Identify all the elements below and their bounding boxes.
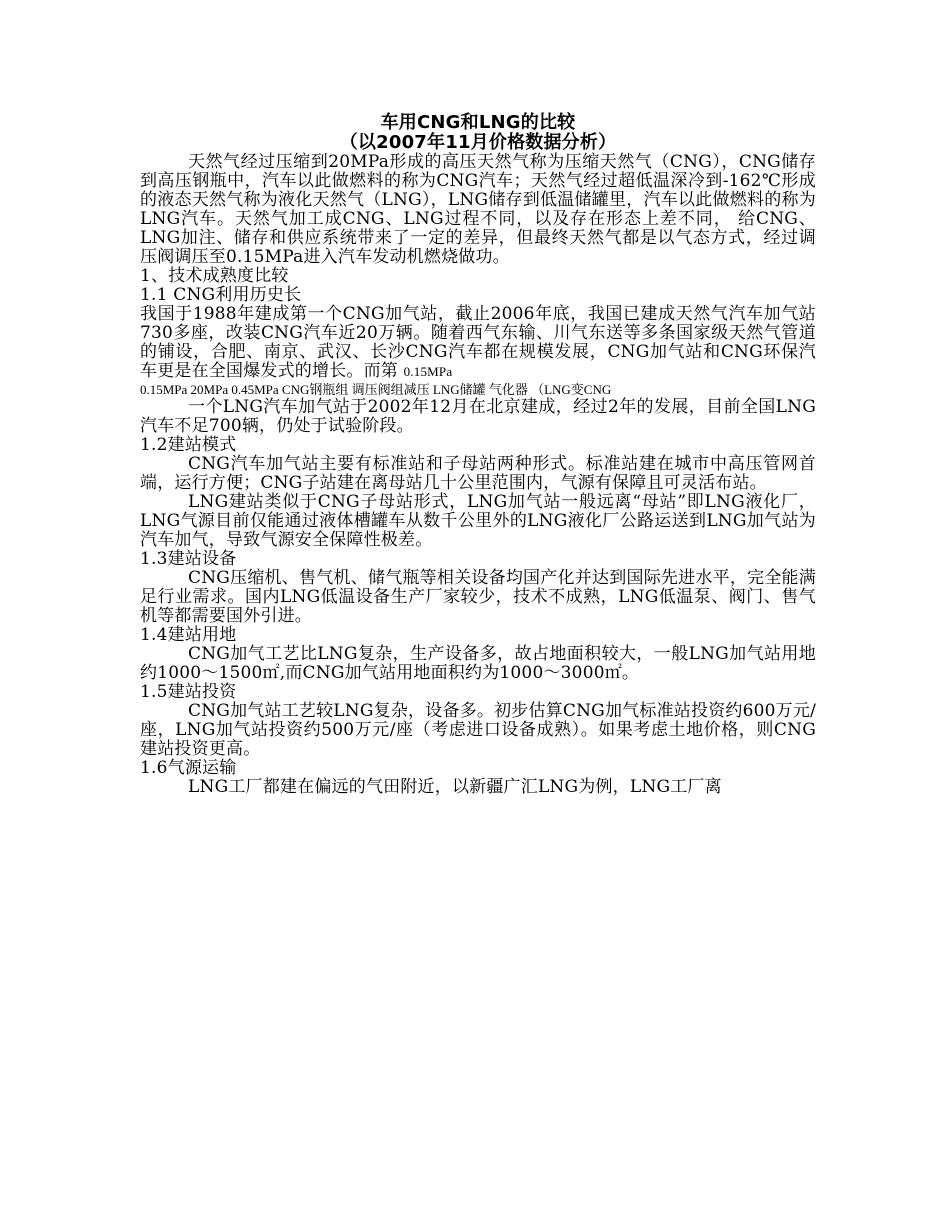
paragraph-1-1-b: 一个LNG汽车加气站于2002年12月在北京建成，经过2年的发展，目前全国LNG汽车不足700辆，仍处于试验阶段。 bbox=[140, 397, 816, 436]
subsection-heading-1-4: 1.4建站用地 bbox=[140, 625, 237, 645]
paragraph-1-6: LNG工厂都建在偏远的气田附近，以新疆广汇LNG为例，LNG工厂离 bbox=[188, 777, 722, 797]
subsection-heading-1-6: 1.6气源运输 bbox=[140, 758, 237, 778]
paragraph-1-2-b: LNG建站类似于CNG子母站形式，LNG加气站一般远离“母站”即LNG液化厂，LNG气源目前仅能通过液体槽罐车从数千公里外的LNG液化厂公路运送到LNG加气站为汽车加气，导致气源安全保障性极差。 bbox=[140, 492, 816, 550]
document-page bbox=[140, 113, 816, 797]
paragraph-1-1-a-text: 我国于1988年建成第一个CNG加气站，截止2006年底，我国已建成天然气汽车加气站730多座，改装CNG汽车近20万辆。随着西气东输、川气东送等多条国家级天然气管道的铺设，合肥、南京、武汉、长沙CNG汽车都在规模发展，CNG加气站和CNG环保汽车更是在全国爆发式的增长。而第 bbox=[140, 304, 816, 381]
subsection-heading-1-3: 1.3建站设备 bbox=[140, 549, 237, 569]
inline-pressure-label: 0.15MPa bbox=[403, 364, 453, 379]
paragraph-1-1-a bbox=[140, 305, 816, 381]
paragraph-1-2-a: CNG汽车加气站主要有标准站和子母站两种形式。标准站建在城市中高压管网首端，运行方便；CNG子站建在离母站几十公里范围内，气源有保障且可灵活布站。 bbox=[140, 454, 816, 493]
diagram-label-line: 0.15MPa 20MPa 0.45MPa CNG钢瓶组 调压阀组减压 LNG储罐 气化器 （LNG变CNG bbox=[140, 382, 612, 397]
paragraph-1-4: CNG加气工艺比LNG复杂，生产设备多，故占地面积较大，一般LNG加气站用地约1000～1500㎡,而CNG加气站用地面积约为1000～3000㎡。 bbox=[140, 644, 816, 683]
subsection-heading-1-5: 1.5建站投资 bbox=[140, 682, 237, 702]
document-title: 车用CNG和LNG的比较 bbox=[380, 112, 576, 133]
document-subtitle: （以2007年11月价格数据分析） bbox=[339, 132, 617, 153]
paragraph-1-3: CNG压缩机、售气机、储气瓶等相关设备均国产化并达到国际先进水平，完全能满足行业需求。国内LNG低温设备生产厂家较少，技术不成熟，LNG低温泵、阀门、售气机等都需要国外引进。 bbox=[140, 568, 816, 626]
paragraph-1-5: CNG加气站工艺较LNG复杂，设备多。初步估算CNG加气标准站投资约600万元/座，LNG加气站投资约500万元/座（考虑进口设备成熟）。如果考虑土地价格，则CNG建站投资更高。 bbox=[140, 701, 816, 759]
subsection-heading-1-2: 1.2建站模式 bbox=[140, 435, 237, 455]
subsection-heading-1-1: 1.1 CNG利用历史长 bbox=[140, 285, 302, 305]
intro-paragraph: 天然气经过压缩到20MPa形成的高压天然气称为压缩天然气（CNG），CNG储存到高压钢瓶中，汽车以此做燃料的称为CNG汽车；天然气经过超低温深冷到-162℃形成的液态天然气称为液化天然气（LNG），LNG储存到低温储罐里，汽车以此做燃料的称为LNG汽车。天然气加工成CNG、LNG过程不同，以及存在形态上差不同， 给CNG、LNG加注、储存和供应系统带来了一定的差异，但最终天然气都是以气态方式，经过调压阀调压至0.15MPa进入汽车发动机燃烧做功。 bbox=[140, 152, 816, 267]
section-heading-1: 1、技术成熟度比较 bbox=[140, 266, 289, 286]
